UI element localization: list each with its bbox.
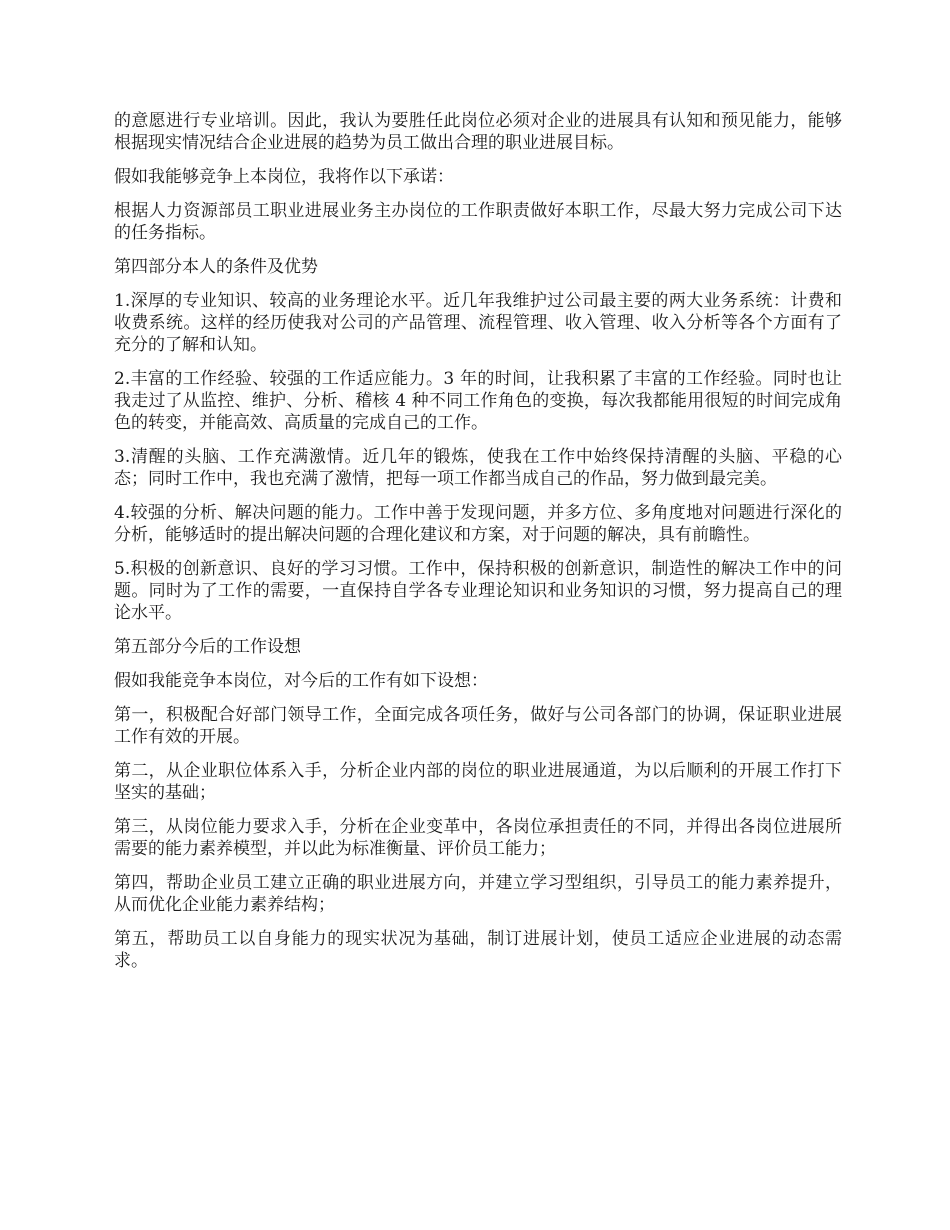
paragraph-plan-5: 第五，帮助员工以自身能力的现实状况为基础，制订进展计划，使员工适应企业进展的动态需求。 [114, 929, 842, 971]
section-heading-part-four: 第四部分本人的条件及优势 [114, 257, 318, 277]
paragraph-strength-4: 4.较强的分析、解决问题的能力。工作中善于发现问题，并多方位、多角度地对问题进行深化的分析，能够适时的提出解决问题的合理化建议和方案，对于问题的解决，具有前瞻性。 [114, 503, 842, 545]
paragraph-plan-1: 第一，积极配合好部门领导工作，全面完成各项任务，做好与公司各部门的协调，保证职业进展工作有效的开展。 [114, 705, 842, 747]
paragraph-strength-3: 3.清醒的头脑、工作充满激情。近几年的锻炼，使我在工作中始终保持清醒的头脑、平稳的心态；同时工作中，我也充满了激情，把每一项工作都当成自己的作品，努力做到最完美。 [114, 447, 842, 489]
document-page [114, 110, 842, 984]
section-heading-part-five: 第五部分今后的工作设想 [114, 637, 301, 657]
paragraph-commitment: 根据人力资源部员工职业进展业务主办岗位的工作职责做好本职工作，尽最大努力完成公司下达的任务指标。 [114, 201, 842, 243]
paragraph-strength-1: 1.深厚的专业知识、较高的业务理论水平。近几年我维护过公司最主要的两大业务系统：计费和收费系统。这样的经历使我对公司的产品管理、流程管理、收入管理、收入分析等各个方面有了充分的了解和认知。 [114, 291, 842, 355]
paragraph-plan-2: 第二，从企业职位体系入手，分析企业内部的岗位的职业进展通道，为以后顺利的开展工作打下坚实的基础； [114, 761, 842, 803]
paragraph-plan-3: 第三，从岗位能力要求入手，分析在企业变革中，各岗位承担责任的不同，并得出各岗位进展所需要的能力素养模型，并以此为标准衡量、评价员工能力； [114, 817, 842, 859]
paragraph-commitment-lead: 假如我能够竞争上本岗位，我将作以下承诺： [114, 167, 454, 187]
paragraph-strength-5: 5.积极的创新意识、良好的学习习惯。工作中，保持积极的创新意识，制造性的解决工作中的问题。同时为了工作的需要，一直保持自学各专业理论知识和业务知识的习惯，努力提高自己的理论水平。 [114, 559, 842, 623]
paragraph-intro-continuation: 的意愿进行专业培训。因此，我认为要胜任此岗位必须对企业的进展具有认知和预见能力，能够根据现实情况结合企业进展的趋势为员工做出合理的职业进展目标。 [114, 111, 842, 153]
paragraph-plan-lead: 假如我能竞争本岗位，对今后的工作有如下设想： [114, 671, 488, 691]
paragraph-plan-4: 第四，帮助企业员工建立正确的职业进展方向，并建立学习型组织，引导员工的能力素养提升，从而优化企业能力素养结构； [114, 873, 842, 915]
paragraph-strength-2: 2.丰富的工作经验、较强的工作适应能力。3 年的时间，让我积累了丰富的工作经验。同时也让我走过了从监控、维护、分析、稽核 4 种不同工作角色的变换，每次我都能用很短的时间完成角色的转变，并能高效、高质量的完成自己的工作。 [114, 369, 842, 433]
